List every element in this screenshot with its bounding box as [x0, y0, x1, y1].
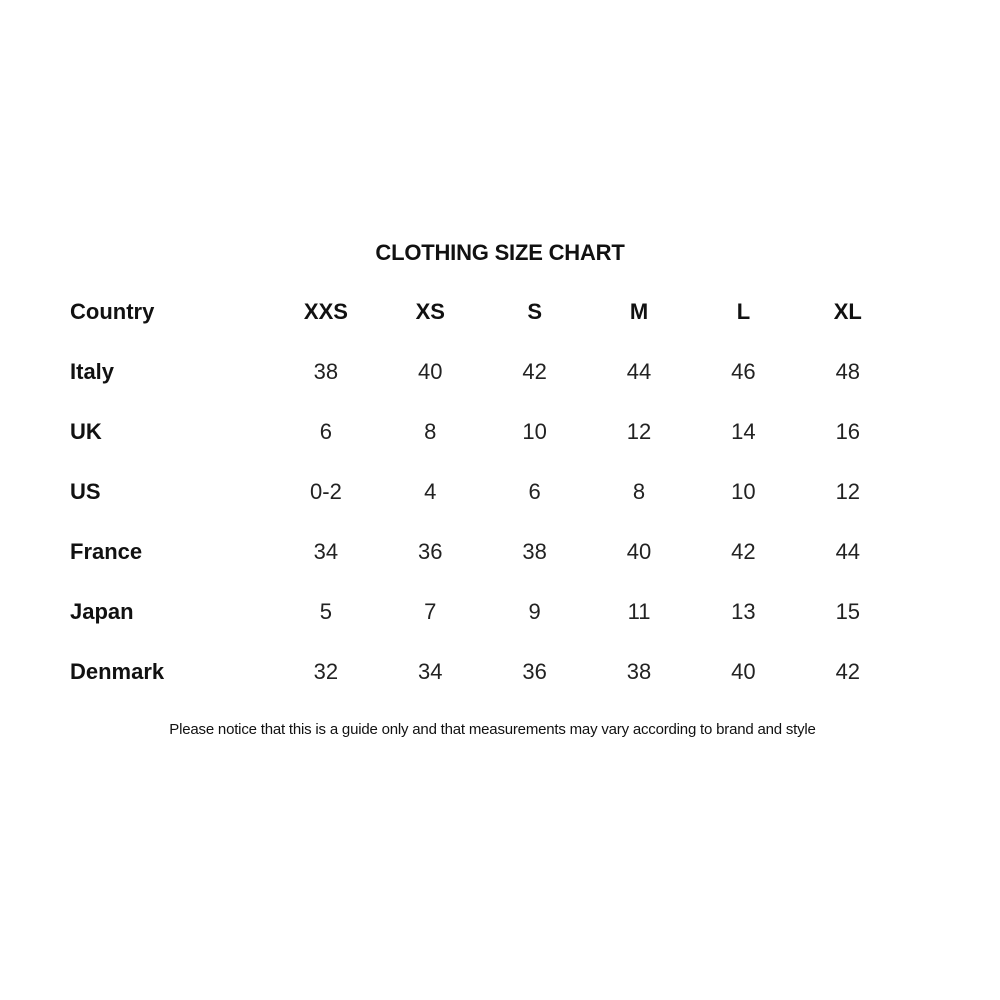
table-row [70, 342, 900, 402]
table-row [70, 462, 900, 522]
size-value: 8 [424, 419, 437, 444]
size-value: 44 [626, 359, 652, 384]
size-value: 8 [632, 479, 646, 504]
size-value: 14 [731, 419, 756, 444]
size-value: 40 [418, 359, 443, 384]
size-value: 38 [626, 659, 652, 684]
size-value: 9 [528, 599, 541, 624]
column-header-country: Country [70, 299, 155, 324]
country-name: Italy [70, 359, 115, 384]
size-table [70, 282, 900, 702]
country-name: France [70, 539, 143, 564]
disclaimer-note: Please notice that this is a guide only and that measurements may vary according to brand and style [169, 721, 816, 738]
size-value: 38 [522, 539, 547, 564]
column-header-size: XL [833, 299, 862, 324]
size-value: 4 [424, 479, 437, 504]
size-value: 38 [313, 359, 339, 384]
size-value: 34 [313, 539, 339, 564]
size-value: 12 [626, 419, 652, 444]
size-value: 13 [731, 599, 756, 624]
table-row [70, 582, 900, 642]
size-value: 42 [522, 359, 547, 384]
size-value: 7 [424, 599, 437, 624]
table-row [70, 522, 900, 582]
size-value: 46 [731, 359, 756, 384]
size-value: 6 [319, 419, 333, 444]
size-value: 36 [522, 659, 547, 684]
country-name: UK [70, 419, 102, 444]
size-value: 48 [835, 359, 861, 384]
size-value: 44 [835, 539, 861, 564]
size-value: 11 [627, 599, 651, 624]
size-value: 10 [731, 479, 756, 504]
size-value: 15 [835, 599, 861, 624]
size-value: 36 [418, 539, 443, 564]
size-value: 40 [626, 539, 652, 564]
country-name: US [70, 479, 101, 504]
column-header-size: XXS [303, 299, 348, 324]
column-header-size: XS [415, 299, 445, 324]
column-header-size: M [629, 299, 649, 324]
size-value: 42 [835, 659, 861, 684]
chart-title: CLOTHING SIZE CHART [375, 240, 625, 265]
size-value: 6 [528, 479, 541, 504]
size-value: 34 [418, 659, 443, 684]
table-header-row [70, 282, 900, 342]
size-value: 12 [835, 479, 861, 504]
size-value: 16 [835, 419, 861, 444]
table-row [70, 402, 900, 462]
table-row [70, 642, 900, 702]
size-value: 32 [313, 659, 339, 684]
column-header-size: L [736, 299, 751, 324]
size-value: 10 [522, 419, 547, 444]
size-value: 0-2 [310, 479, 342, 504]
column-header-size: S [527, 299, 543, 324]
size-value: 42 [731, 539, 756, 564]
country-name: Japan [70, 599, 134, 624]
size-value: 5 [319, 599, 333, 624]
country-name: Denmark [70, 659, 165, 684]
size-value: 40 [731, 659, 756, 684]
